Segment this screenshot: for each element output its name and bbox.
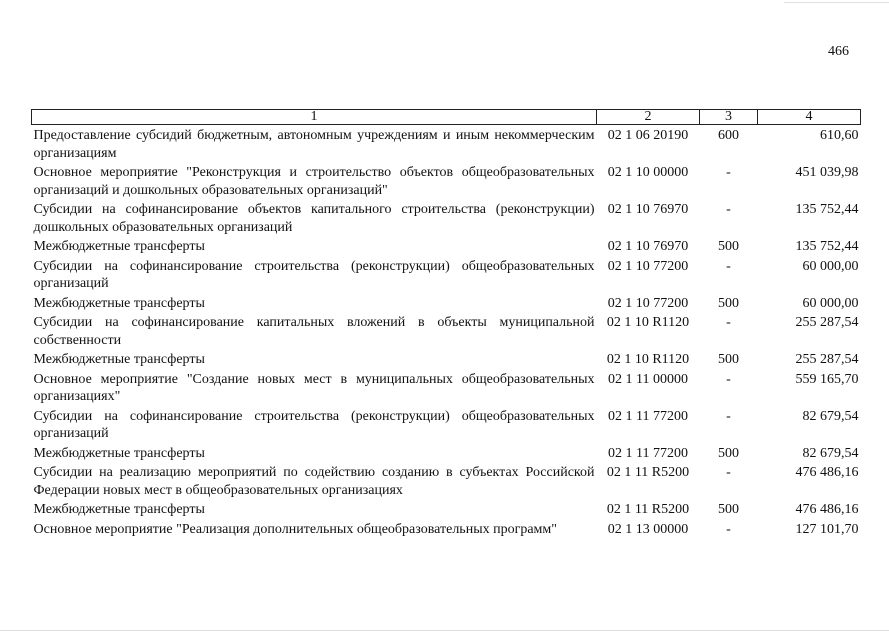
scan-artifact-top bbox=[784, 2, 889, 3]
row-type: 500 bbox=[718, 502, 739, 517]
row-amount: 559 165,70 bbox=[795, 371, 859, 387]
row-name: Межбюджетные трансферты bbox=[33, 352, 205, 367]
row-name: Субсидии на софинансирование строительства (реконструкции) общеобразовательных организаций bbox=[33, 258, 595, 291]
row-name: Межбюджетные трансферты bbox=[33, 239, 205, 254]
row-amount: 255 287,54 bbox=[795, 315, 859, 330]
row-amount: 82 679,54 bbox=[802, 445, 859, 461]
row-name: Субсидии на софинансирование строительства (реконструкции) общеобразовательных организаций bbox=[33, 408, 595, 441]
row-name: Основное мероприятие "Реализация дополнительных общеобразовательных программ" bbox=[33, 521, 557, 537]
header-col-code: 2 bbox=[597, 110, 700, 125]
row-code: 02 1 11 77200 bbox=[608, 408, 688, 424]
row-type: 600 bbox=[718, 128, 739, 143]
row-type: 500 bbox=[718, 445, 739, 461]
row-code: 02 1 10 R1120 bbox=[606, 315, 690, 330]
row-amount: 60 000,00 bbox=[802, 258, 859, 274]
row-name: Основное мероприятие "Реконструкция и строительство объектов общеобразовательных организаций и дошкольных образовательных организаций" bbox=[33, 165, 595, 198]
row-code: 02 1 11 R5200 bbox=[606, 465, 690, 480]
table-row bbox=[32, 201, 861, 238]
row-type: 500 bbox=[718, 239, 739, 254]
row-name: Основное мероприятие "Создание новых мест в муниципальных общеобразовательных организациях" bbox=[33, 371, 595, 404]
row-type: 500 bbox=[718, 295, 739, 311]
header-col-name: 1 bbox=[32, 110, 597, 125]
row-amount: 476 486,16 bbox=[795, 502, 859, 517]
table-header-row bbox=[32, 110, 861, 125]
row-code: 02 1 13 00000 bbox=[607, 521, 689, 537]
row-code: 02 1 10 00000 bbox=[607, 165, 689, 180]
table-row bbox=[32, 521, 861, 541]
header-col-type: 3 bbox=[700, 110, 758, 125]
row-name: Субсидии на реализацию мероприятий по содействию созданию в субъектах Российской Федерации новых мест в общеобразовательных организациях bbox=[33, 465, 595, 498]
row-amount: 82 679,54 bbox=[802, 408, 859, 424]
row-code: 02 1 06 20190 bbox=[607, 128, 689, 143]
table-row bbox=[32, 314, 861, 351]
row-type: - bbox=[726, 202, 731, 217]
row-code: 02 1 10 76970 bbox=[607, 239, 689, 254]
row-name: Межбюджетные трансферты bbox=[33, 502, 205, 517]
table-row bbox=[32, 164, 861, 201]
row-type: - bbox=[726, 521, 731, 537]
table-row bbox=[32, 258, 861, 295]
row-amount: 255 287,54 bbox=[795, 352, 859, 367]
row-code: 02 1 10 77200 bbox=[607, 295, 689, 311]
row-type: - bbox=[726, 408, 731, 424]
row-name: Межбюджетные трансферты bbox=[33, 445, 205, 461]
row-type: 500 bbox=[718, 352, 739, 367]
row-name: Предоставление субсидий бюджетным, автономным учреждениям и иным некоммерческим организациям bbox=[33, 128, 595, 161]
table-row bbox=[32, 464, 861, 501]
header-col-amount: 4 bbox=[758, 110, 861, 125]
table-row bbox=[32, 351, 861, 371]
row-name: Субсидии на софинансирование капитальных вложений в объекты муниципальной собственности bbox=[33, 315, 595, 348]
row-code: 02 1 10 R1120 bbox=[606, 352, 690, 367]
table-row bbox=[32, 125, 861, 165]
row-code: 02 1 11 R5200 bbox=[606, 502, 690, 517]
table-row bbox=[32, 295, 861, 315]
row-code: 02 1 11 00000 bbox=[608, 371, 688, 387]
row-amount: 476 486,16 bbox=[795, 465, 859, 480]
row-amount: 135 752,44 bbox=[795, 239, 859, 254]
table-row bbox=[32, 238, 861, 258]
row-amount: 610,60 bbox=[820, 128, 859, 143]
row-type: - bbox=[726, 258, 731, 274]
row-amount: 135 752,44 bbox=[795, 202, 859, 217]
scan-artifact-bottom bbox=[0, 630, 889, 631]
table-row bbox=[32, 371, 861, 408]
row-code: 02 1 11 77200 bbox=[608, 445, 688, 461]
table-row bbox=[32, 408, 861, 445]
table-row bbox=[32, 501, 861, 521]
row-code: 02 1 10 77200 bbox=[607, 258, 689, 274]
page-number: 466 bbox=[828, 44, 849, 59]
row-type: - bbox=[726, 465, 731, 480]
row-name: Субсидии на софинансирование объектов капитального строительства (реконструкции) дошкольных образовательных организаций bbox=[33, 202, 595, 235]
row-type: - bbox=[726, 165, 731, 180]
row-amount: 127 101,70 bbox=[795, 521, 859, 537]
budget-table bbox=[31, 109, 861, 540]
row-type: - bbox=[726, 371, 731, 387]
row-amount: 60 000,00 bbox=[802, 295, 859, 311]
row-amount: 451 039,98 bbox=[795, 165, 859, 180]
row-name: Межбюджетные трансферты bbox=[33, 295, 205, 311]
row-type: - bbox=[726, 315, 731, 330]
row-code: 02 1 10 76970 bbox=[607, 202, 689, 217]
table-row bbox=[32, 445, 861, 465]
